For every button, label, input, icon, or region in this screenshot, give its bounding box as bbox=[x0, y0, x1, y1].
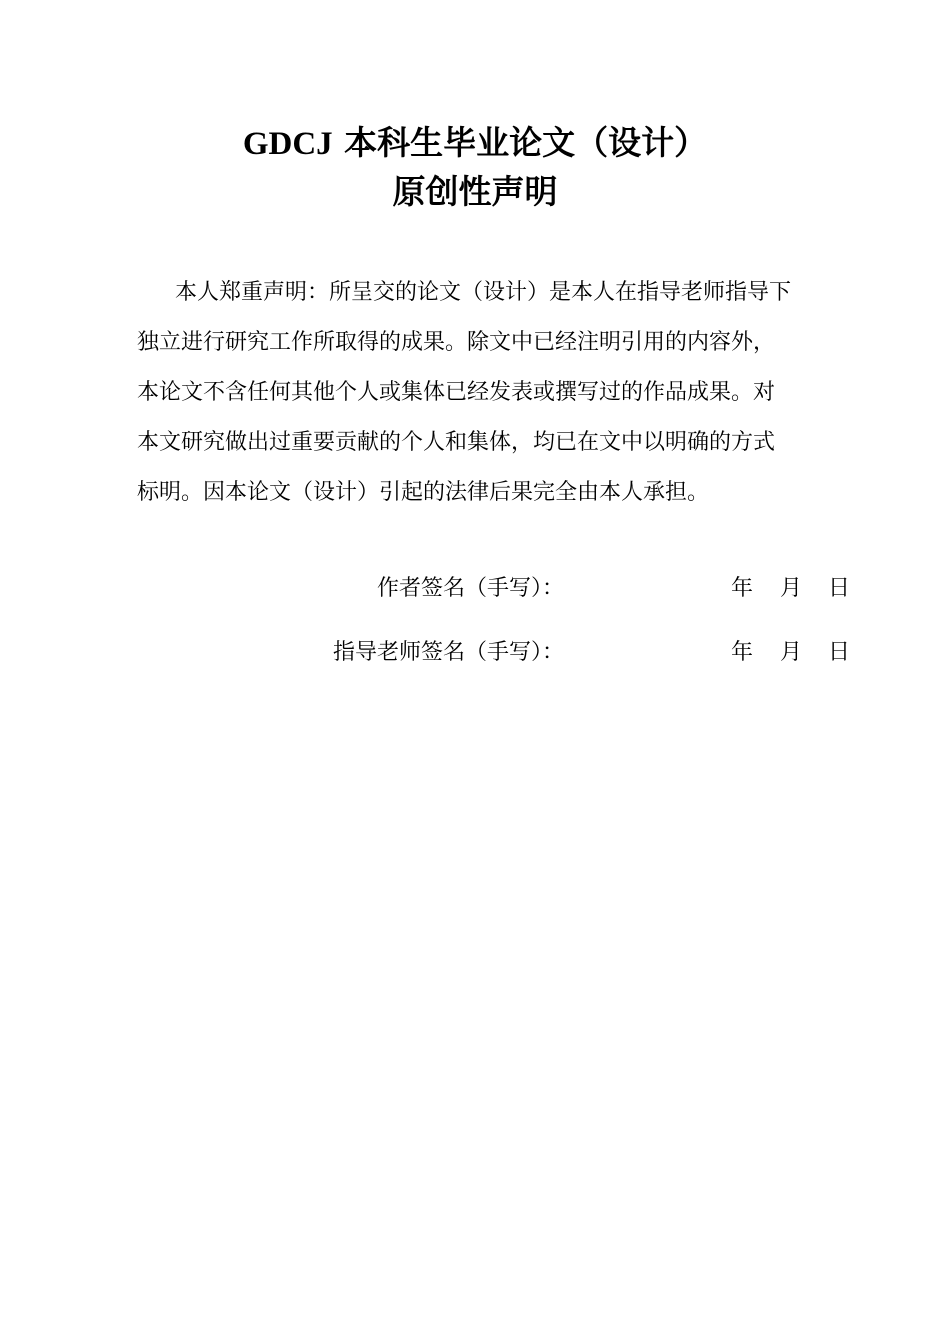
date-month-label: 月 bbox=[780, 576, 803, 601]
declaration-line: 本文研究做出过重要贡献的个人和集体，均已在文中以明确的方式 bbox=[137, 430, 776, 455]
date-year-label: 年 bbox=[731, 576, 754, 601]
declaration-paragraph bbox=[137, 268, 849, 518]
title-prefix: GDCJ bbox=[242, 126, 333, 162]
date-year-label: 年 bbox=[731, 640, 754, 665]
declaration-line: 本论文不含任何其他个人或集体已经发表或撰写过的作品成果。对 bbox=[137, 380, 776, 405]
advisor-signature-label: 指导老师签名（手写）： bbox=[332, 640, 564, 665]
date-day-label: 日 bbox=[828, 640, 851, 665]
advisor-signature-row bbox=[0, 633, 950, 673]
date-month-label: 月 bbox=[780, 640, 803, 665]
declaration-line: 标明。因本论文（设计）引起的法律后果完全由本人承担。 bbox=[137, 480, 710, 505]
declaration-line: 本人郑重声明：所呈交的论文（设计）是本人在指导老师指导下 bbox=[175, 280, 792, 305]
author-signature-label: 作者签名（手写）： bbox=[376, 576, 564, 601]
page-subtitle: 原创性声明 bbox=[392, 172, 558, 211]
page-title bbox=[0, 121, 950, 166]
declaration-line: 独立进行研究工作所取得的成果。除文中已经注明引用的内容外， bbox=[137, 330, 776, 355]
date-day-label: 日 bbox=[828, 576, 851, 601]
author-signature-row bbox=[0, 569, 950, 609]
title-line-1: 本科生毕业论文（设计） bbox=[344, 123, 708, 162]
